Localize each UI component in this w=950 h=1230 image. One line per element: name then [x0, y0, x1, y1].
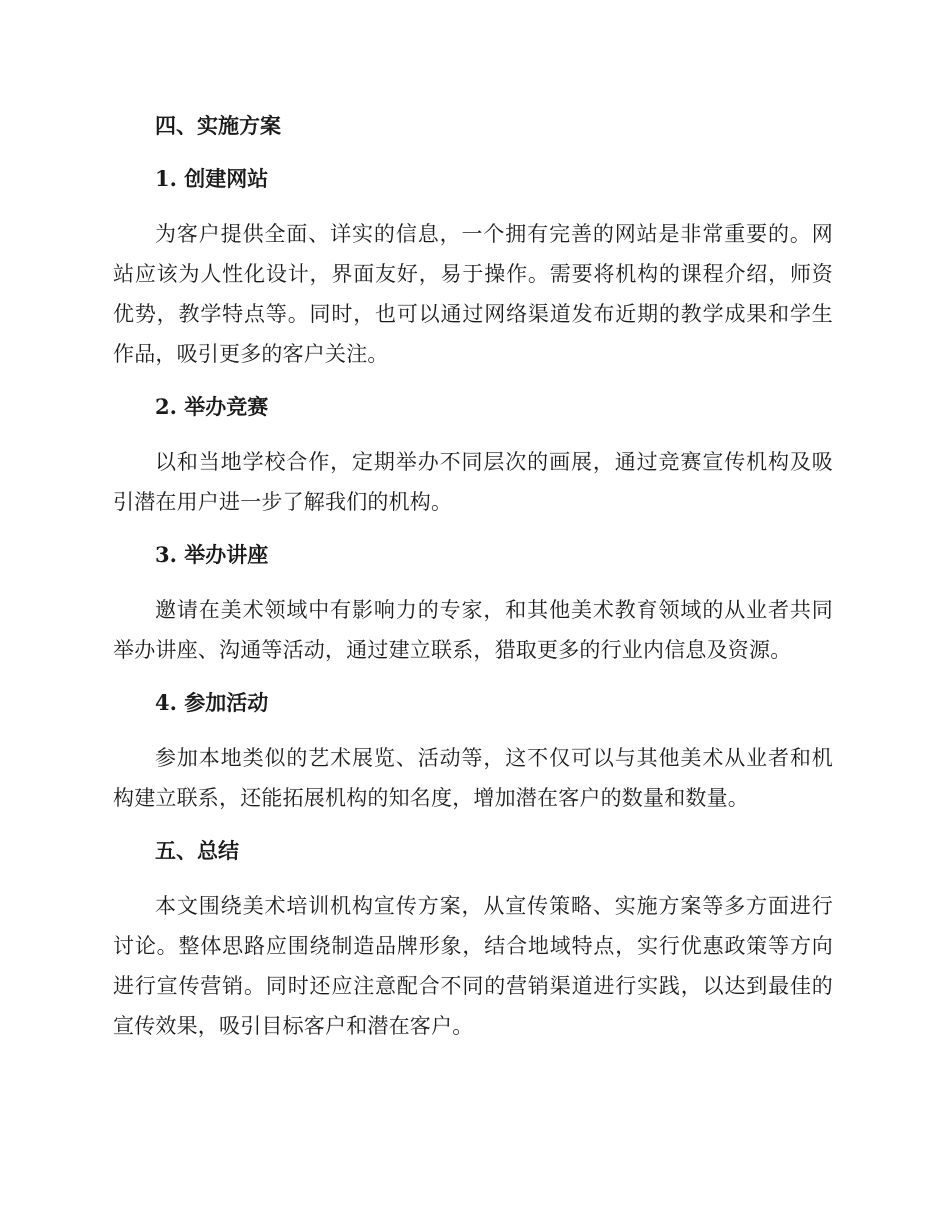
paragraph-create-website: 为客户提供全面、详实的信息，一个拥有完善的网站是非常重要的。网站应该为人性化设计，界面友好，易于操作。需要将机构的课程介绍，师资优势，教学特点等。同时，也可以通过网络渠道发布近期的教学成果和学生作品，吸引更多的客户关注。: [113, 222, 833, 366]
section-heading-implementation: 四、实施方案: [155, 113, 281, 138]
paragraph-hold-competition: 以和当地学校合作，定期举办不同层次的画展，通过竞赛宣传机构及吸引潜在用户进一步了解我们的机构。: [113, 450, 833, 514]
subheading-create-website: 1. 创建网站: [155, 166, 269, 191]
subheading-hold-lecture: 3. 举办讲座: [155, 542, 269, 567]
subheading-hold-competition: 2. 举办竞赛: [155, 394, 269, 419]
section-heading-summary: 五、总结: [155, 838, 239, 863]
subheading-join-events: 4. 参加活动: [155, 690, 269, 715]
paragraph-summary: 本文围绕美术培训机构宣传方案，从宣传策略、实施方案等多方面进行讨论。整体思路应围绕制造品牌形象，结合地域特点，实行优惠政策等方向进行宣传营销。同时还应注意配合不同的营销渠道进行实践，以达到最佳的宣传效果，吸引目标客户和潜在客户。: [113, 894, 833, 1038]
paragraph-hold-lecture: 邀请在美术领域中有影响力的专家，和其他美术教育领域的从业者共同举办讲座、沟通等活动，通过建立联系，猎取更多的行业内信息及资源。: [113, 598, 833, 662]
document-page: [113, 108, 833, 1061]
paragraph-join-events: 参加本地类似的艺术展览、活动等，这不仅可以与其他美术从业者和机构建立联系，还能拓展机构的知名度，增加潜在客户的数量和数量。: [113, 746, 833, 810]
